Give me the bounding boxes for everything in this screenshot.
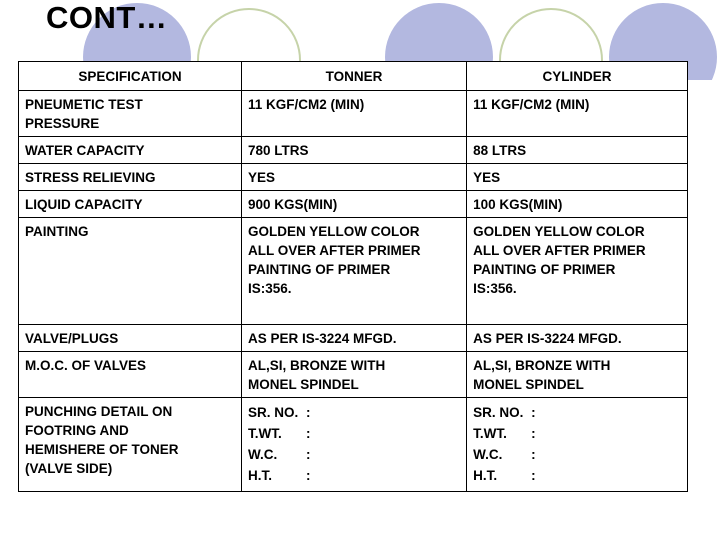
table-row	[19, 91, 688, 137]
tonner-cell	[242, 352, 467, 398]
punching-field-label: SR. NO.	[248, 405, 299, 420]
cell-text-line: MONEL SPINDEL	[473, 377, 584, 392]
punching-field-colon: :	[306, 405, 311, 420]
header-cylinder: CYLINDER	[467, 62, 688, 91]
cell-text-line: HEMISHERE OF TONER	[25, 442, 179, 457]
punching-field-colon: :	[306, 468, 311, 483]
cell-text-line: 100 KGS(MIN)	[473, 197, 563, 212]
cell-text-line: STRESS RELIEVING	[25, 170, 156, 185]
punching-field-colon: :	[306, 447, 311, 462]
punching-field-label: T.WT.	[473, 426, 507, 441]
table-header-row	[19, 62, 688, 91]
header-tonner: TONNER	[242, 62, 467, 91]
cell-text-line: 88 LTRS	[473, 143, 527, 158]
punching-field-colon: :	[531, 426, 536, 441]
cell-text-line: (VALVE SIDE)	[25, 461, 113, 476]
cylinder-cell	[467, 191, 688, 218]
cell-text-line: MONEL SPINDEL	[248, 377, 359, 392]
cell-text-line: AL,SI, BRONZE WITH	[473, 358, 611, 373]
cell-text-line: LIQUID CAPACITY	[25, 197, 143, 212]
cell-text-line: GOLDEN YELLOW COLOR	[473, 224, 645, 239]
table-row	[19, 218, 688, 325]
cylinder-cell	[467, 398, 688, 492]
table-row	[19, 398, 688, 492]
tonner-cell	[242, 325, 467, 352]
punching-field-label: H.T.	[473, 468, 498, 483]
specification-cell	[19, 191, 242, 218]
tonner-cell	[242, 164, 467, 191]
punching-field	[248, 423, 460, 444]
cylinder-cell	[467, 218, 688, 325]
table-row	[19, 325, 688, 352]
specification-cell	[19, 91, 242, 137]
cell-text-line: IS:356.	[473, 281, 517, 296]
cell-text-line: M.O.C. OF VALVES	[25, 358, 147, 373]
punching-field	[248, 465, 460, 486]
cell-text-line: YES	[248, 170, 276, 185]
punching-field-label: W.C.	[473, 447, 503, 462]
punching-field-colon: :	[531, 405, 536, 420]
cell-text-line: PAINTING	[25, 224, 89, 239]
cell-text-line: GOLDEN YELLOW COLOR	[248, 224, 420, 239]
tonner-cell	[242, 91, 467, 137]
cell-text-line: AS PER IS-3224 MFGD.	[248, 331, 397, 346]
cell-text-line: ALL OVER AFTER PRIMER	[248, 243, 421, 258]
punching-field-colon: :	[306, 426, 311, 441]
table-row	[19, 191, 688, 218]
cell-text-line: 11 KGF/CM2 (MIN)	[248, 97, 365, 112]
cell-text-line: IS:356.	[248, 281, 292, 296]
specification-cell	[19, 164, 242, 191]
punching-field	[473, 465, 681, 486]
cell-text-line: WATER CAPACITY	[25, 143, 145, 158]
cell-text-line: 11 KGF/CM2 (MIN)	[473, 97, 590, 112]
punching-field-colon: :	[531, 468, 536, 483]
cell-text-line: PRESSURE	[25, 116, 100, 131]
punching-field-label: SR. NO.	[473, 405, 524, 420]
cell-text-line: 900 KGS(MIN)	[248, 197, 338, 212]
cell-text-line: ALL OVER AFTER PRIMER	[473, 243, 646, 258]
cell-text-line: AL,SI, BRONZE WITH	[248, 358, 386, 373]
cell-text-line: VALVE/PLUGS	[25, 331, 119, 346]
cylinder-cell	[467, 91, 688, 137]
cell-text-line: YES	[473, 170, 501, 185]
tonner-cell	[242, 398, 467, 492]
punching-field	[248, 402, 460, 423]
specification-cell	[19, 352, 242, 398]
header-specification: SPECIFICATION	[19, 62, 242, 91]
cell-text-line: PNEUMETIC TEST	[25, 97, 143, 112]
cell-text-line: 780 LTRS	[248, 143, 309, 158]
punching-field-label: H.T.	[248, 468, 273, 483]
punching-field-label: T.WT.	[248, 426, 282, 441]
slide-title: CONT…	[46, 0, 168, 35]
punching-field	[473, 402, 681, 423]
cell-text-line: FOOTRING AND	[25, 423, 129, 438]
cylinder-cell	[467, 352, 688, 398]
specification-cell	[19, 325, 242, 352]
table-row	[19, 352, 688, 398]
tonner-cell	[242, 137, 467, 164]
cell-text-line: PUNCHING DETAIL ON	[25, 404, 173, 419]
specification-cell	[19, 398, 242, 492]
tonner-cell	[242, 191, 467, 218]
table-row	[19, 164, 688, 191]
specification-cell	[19, 137, 242, 164]
punching-field	[473, 444, 681, 465]
specification-table	[18, 61, 688, 492]
punching-field	[473, 423, 681, 444]
punching-field-colon: :	[531, 447, 536, 462]
specification-cell	[19, 218, 242, 325]
cylinder-cell	[467, 325, 688, 352]
cell-text-line: AS PER IS-3224 MFGD.	[473, 331, 622, 346]
cell-text-line: PAINTING OF PRIMER	[473, 262, 616, 277]
punching-field	[248, 444, 460, 465]
tonner-cell	[242, 218, 467, 325]
cylinder-cell	[467, 164, 688, 191]
punching-field-label: W.C.	[248, 447, 278, 462]
cell-text-line: PAINTING OF PRIMER	[248, 262, 391, 277]
table-row	[19, 137, 688, 164]
cylinder-cell	[467, 137, 688, 164]
